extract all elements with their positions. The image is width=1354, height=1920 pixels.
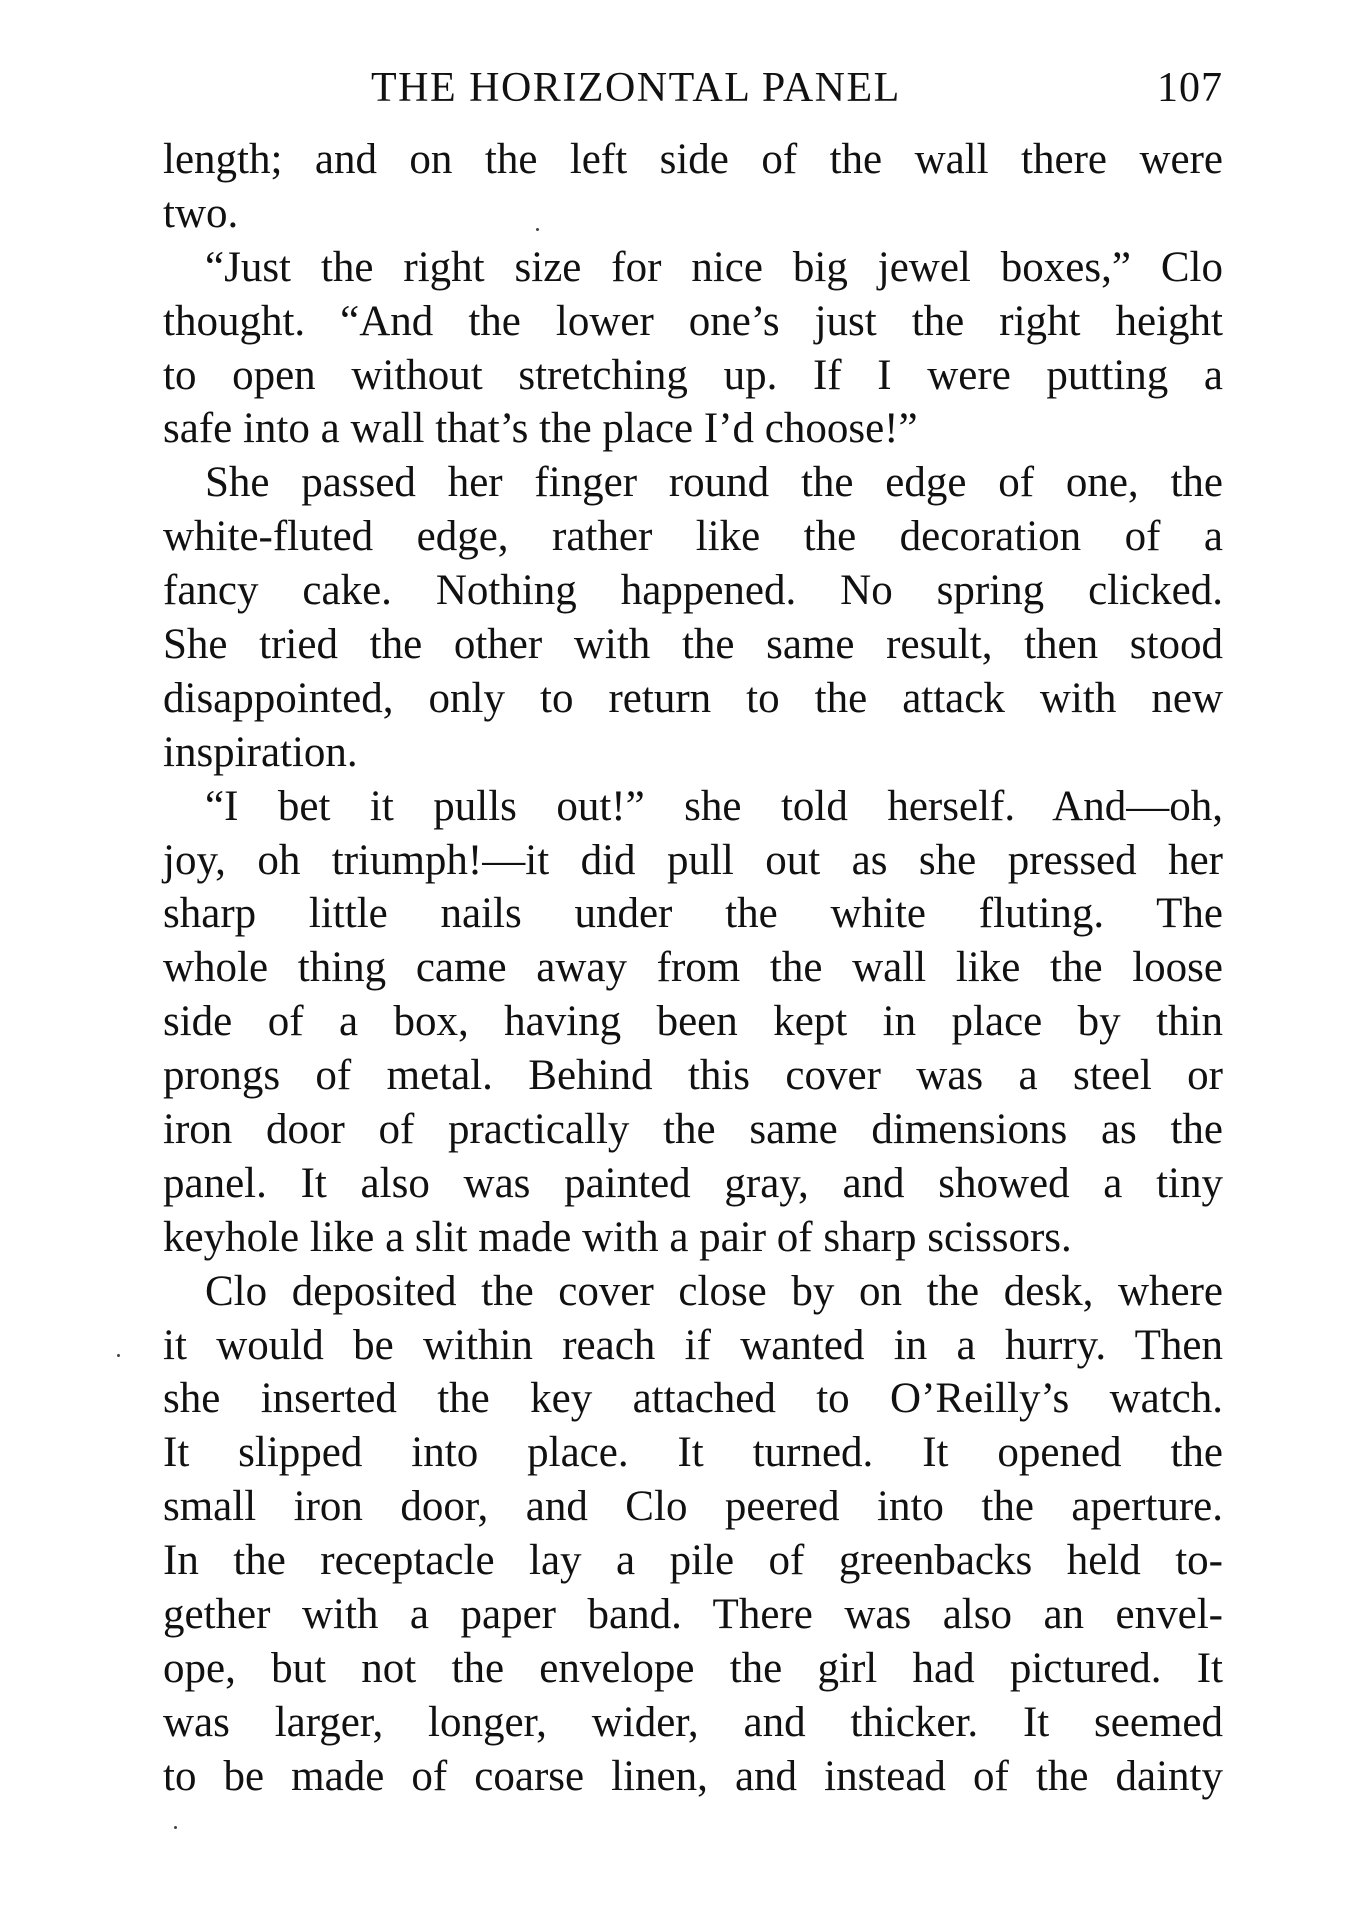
text-line: gether with a paper band. There was also an envel-	[163, 1591, 1223, 1639]
text-line: disappointed, only to return to the attack with new	[163, 674, 1223, 722]
text-line: prongs of metal. Behind this cover was a steel or	[163, 1052, 1223, 1100]
text-line: “Just the right size for nice big jewel boxes,” Clo	[205, 243, 1223, 291]
running-head	[163, 58, 1223, 118]
paper-speck	[174, 1826, 177, 1829]
text-line: to open without stretching up. If I were putting a	[163, 351, 1223, 399]
text-line: white-fluted edge, rather like the decoration of a	[163, 513, 1223, 561]
text-line: thought. “And the lower one’s just the right height	[163, 297, 1223, 345]
text-line: iron door of practically the same dimensions as the	[163, 1106, 1223, 1154]
text-line: was larger, longer, wider, and thicker. It seemed	[163, 1698, 1223, 1746]
text-line: keyhole like a slit made with a pair of sharp scissors.	[163, 1213, 1072, 1261]
text-line: side of a box, having been kept in place by thin	[163, 998, 1223, 1046]
text-line: In the receptacle lay a pile of greenbacks held to-	[163, 1537, 1223, 1585]
text-line: She tried the other with the same result, then stood	[163, 621, 1223, 669]
text-line: Clo deposited the cover close by on the desk, where	[205, 1267, 1223, 1315]
text-line: she inserted the key attached to O’Reilly’s watch.	[163, 1375, 1223, 1423]
text-line: two.	[163, 189, 239, 237]
page-number: 107	[1157, 65, 1223, 111]
text-line: panel. It also was painted gray, and showed a tiny	[163, 1159, 1223, 1207]
text-line: “I bet it pulls out!” she told herself. And—oh,	[205, 782, 1223, 830]
text-line: She passed her finger round the edge of one, the	[205, 459, 1223, 507]
body-text	[163, 133, 1223, 1804]
text-line: length; and on the left side of the wall there were	[163, 136, 1223, 183]
text-line: inspiration.	[163, 728, 358, 776]
text-line: ope, but not the envelope the girl had pictured. It	[163, 1644, 1223, 1692]
text-line: It slipped into place. It turned. It opened the	[163, 1429, 1223, 1477]
text-line: small iron door, and Clo peered into the aperture.	[163, 1483, 1223, 1531]
text-line: safe into a wall that’s the place I’d choose!”	[163, 405, 918, 453]
text-line: whole thing came away from the wall like the loose	[163, 944, 1223, 992]
paper-speck	[117, 1354, 120, 1357]
text-line: joy, oh triumph!—it did pull out as she pressed her	[163, 836, 1223, 884]
chapter-title: THE HORIZONTAL PANEL	[371, 65, 901, 111]
text-line: sharp little nails under the white fluting. The	[163, 890, 1223, 938]
text-line: it would be within reach if wanted in a hurry. Then	[163, 1321, 1223, 1369]
text-line: to be made of coarse linen, and instead of the dainty	[163, 1752, 1223, 1800]
paper-speck	[536, 228, 539, 231]
text-line: fancy cake. Nothing happened. No spring clicked.	[163, 567, 1223, 615]
